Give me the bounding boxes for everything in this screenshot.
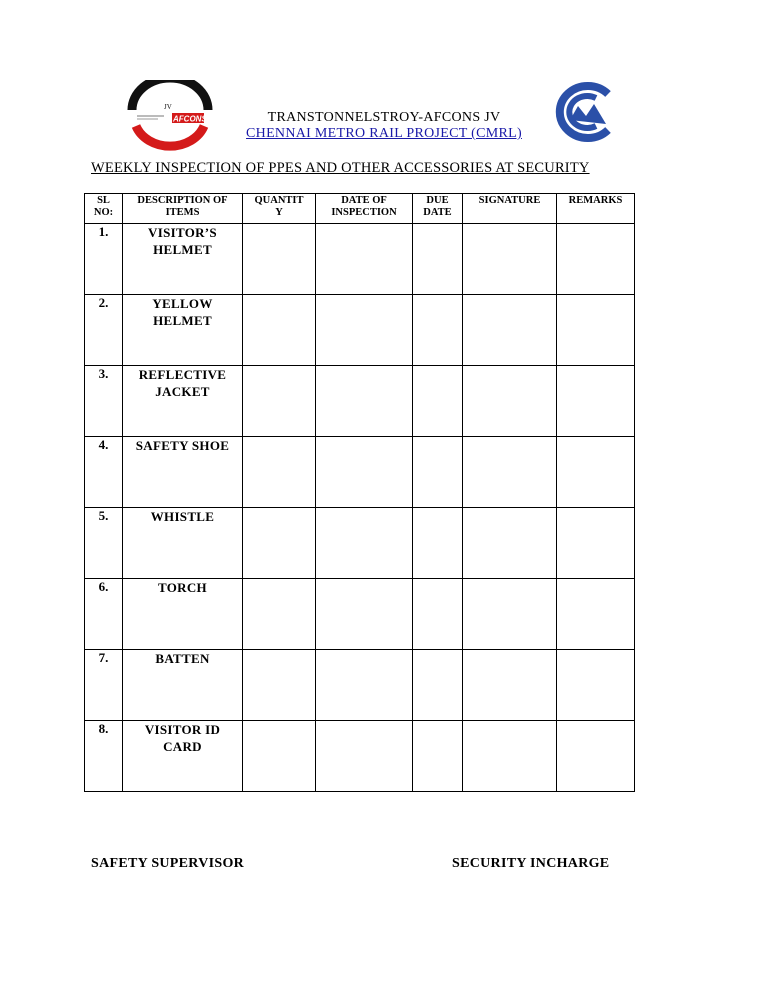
quantity-cell[interactable] (243, 721, 316, 792)
signature-cell[interactable] (463, 366, 557, 437)
col-header-description: DESCRIPTION OF ITEMS (123, 194, 243, 224)
table-row (85, 366, 635, 437)
due-date-cell[interactable] (413, 508, 463, 579)
remarks-cell[interactable] (557, 579, 635, 650)
date-cell[interactable] (316, 721, 413, 792)
row-item: BATTEN (123, 650, 243, 721)
cmrl-logo-icon (548, 82, 618, 142)
row-item: WHISTLE (123, 508, 243, 579)
date-cell[interactable] (316, 437, 413, 508)
due-date-cell[interactable] (413, 650, 463, 721)
quantity-cell[interactable] (243, 295, 316, 366)
quantity-cell[interactable] (243, 224, 316, 295)
quantity-cell[interactable] (243, 508, 316, 579)
table-row (85, 721, 635, 792)
signature-cell[interactable] (463, 295, 557, 366)
date-cell[interactable] (316, 366, 413, 437)
col-header-quantity: QUANTIT Y (243, 194, 316, 224)
row-sl: 1. (85, 224, 123, 295)
table-row (85, 437, 635, 508)
table-header-row (85, 194, 635, 224)
due-date-cell[interactable] (413, 437, 463, 508)
row-item: YELLOW HELMET (123, 295, 243, 366)
remarks-cell[interactable] (557, 224, 635, 295)
row-sl: 7. (85, 650, 123, 721)
safety-supervisor-label: SAFETY SUPERVISOR (91, 856, 245, 871)
signature-cell[interactable] (463, 650, 557, 721)
document-title: WEEKLY INSPECTION OF PPES AND OTHER ACCESSORIES AT SECURITY (91, 160, 590, 176)
logo-jv-text: JV (164, 103, 172, 111)
date-cell[interactable] (316, 650, 413, 721)
quantity-cell[interactable] (243, 366, 316, 437)
due-date-cell[interactable] (413, 366, 463, 437)
remarks-cell[interactable] (557, 650, 635, 721)
due-date-cell[interactable] (413, 579, 463, 650)
signature-cell[interactable] (463, 508, 557, 579)
row-sl: 2. (85, 295, 123, 366)
date-cell[interactable] (316, 224, 413, 295)
row-sl: 4. (85, 437, 123, 508)
due-date-cell[interactable] (413, 721, 463, 792)
signature-cell[interactable] (463, 579, 557, 650)
col-header-date-of-inspection: DATE OF INSPECTION (316, 194, 413, 224)
signature-cell[interactable] (463, 437, 557, 508)
logo-afcons-text: AFCONS (173, 114, 207, 124)
signature-cell[interactable] (463, 224, 557, 295)
row-item: SAFETY SHOE (123, 437, 243, 508)
table-row (85, 650, 635, 721)
col-header-due-date: DUE DATE (413, 194, 463, 224)
col-header-remarks: REMARKS (557, 194, 635, 224)
row-item: VISITOR ID CARD (123, 721, 243, 792)
remarks-cell[interactable] (557, 437, 635, 508)
inspection-table (84, 193, 635, 792)
signature-cell[interactable] (463, 721, 557, 792)
row-item: TORCH (123, 579, 243, 650)
remarks-cell[interactable] (557, 295, 635, 366)
quantity-cell[interactable] (243, 437, 316, 508)
row-item: REFLECTIVE JACKET (123, 366, 243, 437)
row-sl: 8. (85, 721, 123, 792)
table-row (85, 579, 635, 650)
date-cell[interactable] (316, 579, 413, 650)
col-header-sl: SL NO: (85, 194, 123, 224)
table-row (85, 224, 635, 295)
quantity-cell[interactable] (243, 650, 316, 721)
org-name: TRANSTONNELSTROY-AFCONS JV (267, 110, 501, 125)
row-sl: 5. (85, 508, 123, 579)
row-item: VISITOR’S HELMET (123, 224, 243, 295)
remarks-cell[interactable] (557, 508, 635, 579)
table-row (85, 295, 635, 366)
security-incharge-label: SECURITY INCHARGE (452, 856, 610, 871)
remarks-cell[interactable] (557, 366, 635, 437)
col-header-signature: SIGNATURE (463, 194, 557, 224)
table-row (85, 508, 635, 579)
due-date-cell[interactable] (413, 295, 463, 366)
row-sl: 3. (85, 366, 123, 437)
project-name: CHENNAI METRO RAIL PROJECT (CMRL) (246, 126, 522, 141)
remarks-cell[interactable] (557, 721, 635, 792)
row-sl: 6. (85, 579, 123, 650)
date-cell[interactable] (316, 508, 413, 579)
due-date-cell[interactable] (413, 224, 463, 295)
quantity-cell[interactable] (243, 579, 316, 650)
date-cell[interactable] (316, 295, 413, 366)
